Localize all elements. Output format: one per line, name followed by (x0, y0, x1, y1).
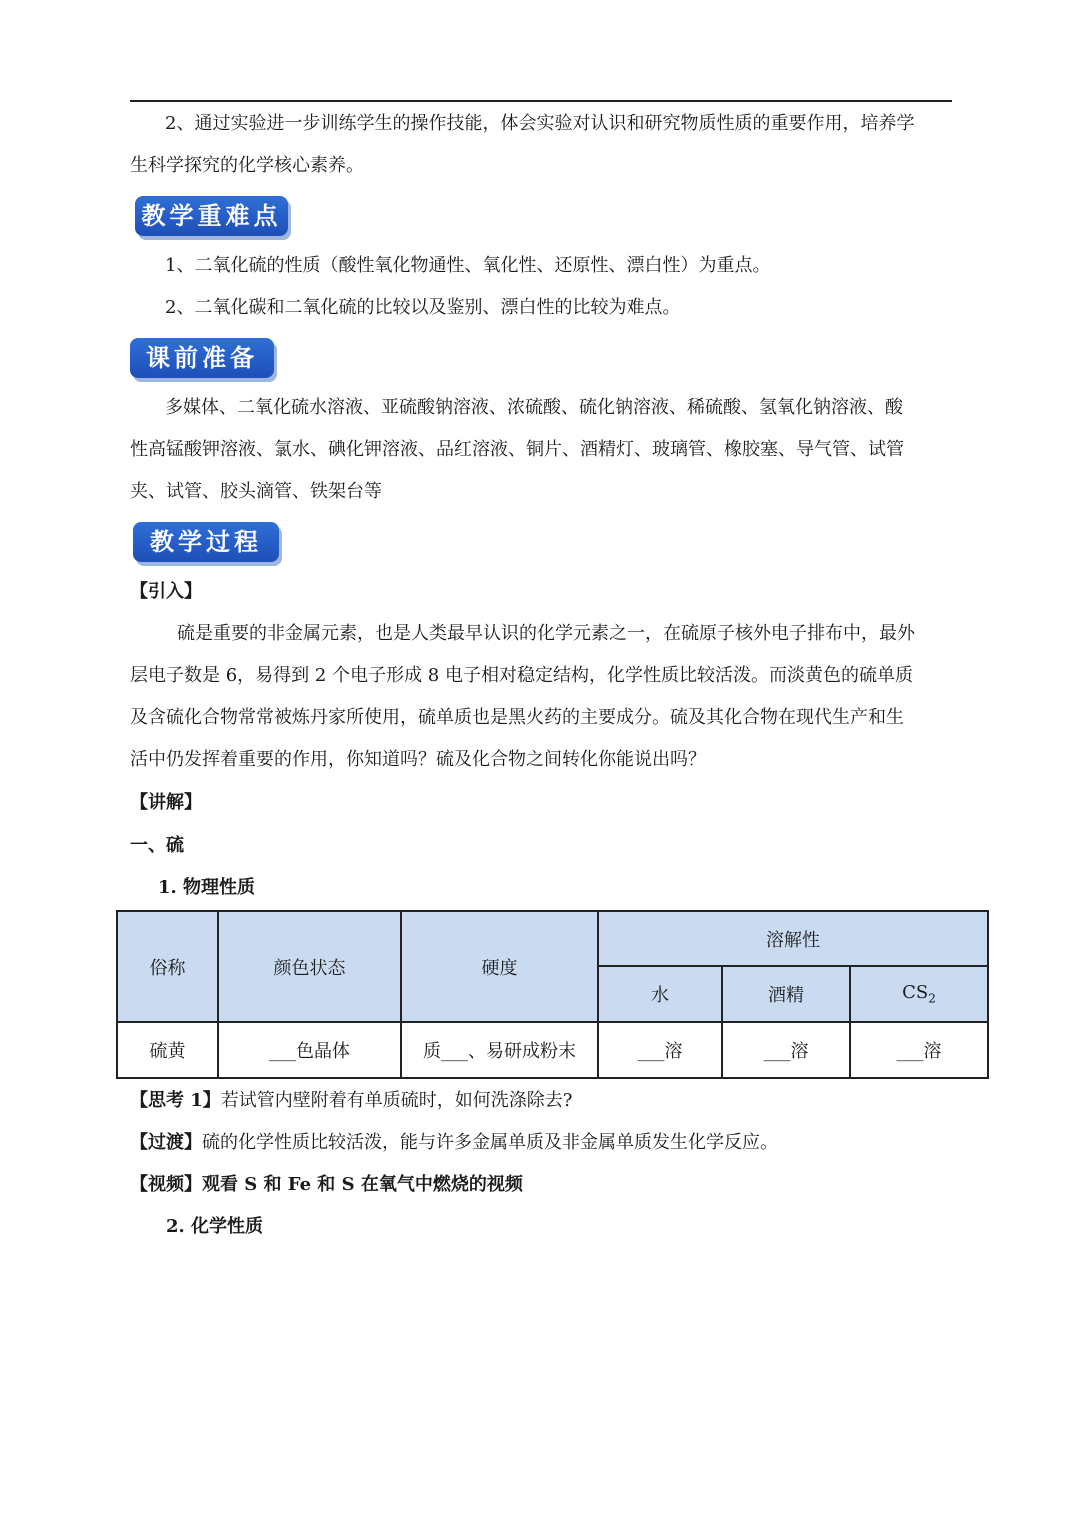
header-cs2-text: CS (902, 982, 929, 1004)
badge-key-points: 教学重难点 (135, 196, 288, 236)
objective-2-line2: 生科学探究的化学核心素养。 (130, 155, 364, 176)
intro-line-2: 层电子数是 6，易得到 2 个电子形成 8 电子相对稳定结构，化学性质比较活泼。而淡黄色的硫单质 (130, 665, 913, 686)
cell-color-state: ___色晶体 (218, 1022, 401, 1078)
intro-line-1: 硫是重要的非金属元素，也是人类最早认识的化学元素之一，在硫原子核外电子排布中，最外 (177, 623, 915, 644)
transition (130, 1131, 952, 1155)
transition-label: 【过渡】 (130, 1132, 202, 1153)
chemical-properties-heading: 2. 化学性质 (166, 1216, 264, 1237)
intro-line-3: 及含硫化合物常常被炼丹家所使用，硫单质也是黑火药的主要成分。硫及其化合物在现代生产和生 (130, 707, 904, 728)
intro-heading: 【引入】 (130, 581, 202, 602)
header-common-name: 俗称 (117, 911, 218, 1022)
think-1-text: 若试管内壁附着有单质硫时，如何洗涤除去? (220, 1090, 573, 1111)
header-color-state: 颜色状态 (218, 911, 401, 1022)
cell-alcohol: ___溶 (722, 1022, 850, 1078)
explain-heading: 【讲解】 (130, 792, 202, 813)
think-1 (130, 1089, 952, 1113)
video-note: 【视频】观看 S 和 Fe 和 S 在氧气中燃烧的视频 (130, 1174, 523, 1195)
header-alcohol: 酒精 (722, 966, 850, 1022)
header-rule (130, 100, 952, 102)
sulfur-properties-table (116, 910, 989, 1079)
prep-line-3: 夹、试管、胶头滴管、铁架台等 (130, 481, 382, 502)
prep-line-1: 多媒体、二氧化硫水溶液、亚硫酸钠溶液、浓硫酸、硫化钠溶液、稀硫酸、氢氧化钠溶液、酸 (165, 397, 903, 418)
badge-preparation: 课前准备 (130, 338, 274, 378)
cell-hardness: 质___、易研成粉末 (401, 1022, 598, 1078)
header-cs2 (850, 966, 988, 1022)
think-1-label: 【思考 1】 (130, 1090, 221, 1111)
key-point-1: 1、二氧化硫的性质（酸性氧化物通性、氧化性、还原性、漂白性）为重点。 (165, 255, 771, 276)
cell-cs2: ___溶 (850, 1022, 988, 1078)
objective-2-line1: 2、通过实验进一步训练学生的操作技能，体会实验对认识和研究物质性质的重要作用，培养学 (165, 113, 915, 134)
header-hardness: 硬度 (401, 911, 598, 1022)
physical-properties-heading: 1. 物理性质 (158, 877, 256, 898)
prep-line-2: 性高锰酸钾溶液、氯水、碘化钾溶液、品红溶液、铜片、酒精灯、玻璃管、橡胶塞、导气管、试管 (130, 439, 904, 460)
part-sulfur-heading: 一、硫 (130, 835, 184, 856)
badge-teaching-process: 教学过程 (133, 522, 279, 562)
header-water: 水 (598, 966, 722, 1022)
key-point-2: 2、二氧化碳和二氧化硫的比较以及鉴别、漂白性的比较为难点。 (165, 297, 681, 318)
intro-line-4: 活中仍发挥着重要的作用，你知道吗？硫及化合物之间转化你能说出吗？ (130, 749, 706, 770)
cell-water: ___溶 (598, 1022, 722, 1078)
header-cs2-subscript: 2 (928, 991, 936, 1006)
cell-name: 硫黄 (117, 1022, 218, 1078)
transition-text: 硫的化学性质比较活泼，能与许多金属单质及非金属单质发生化学反应。 (202, 1132, 778, 1153)
header-solubility: 溶解性 (598, 911, 988, 966)
